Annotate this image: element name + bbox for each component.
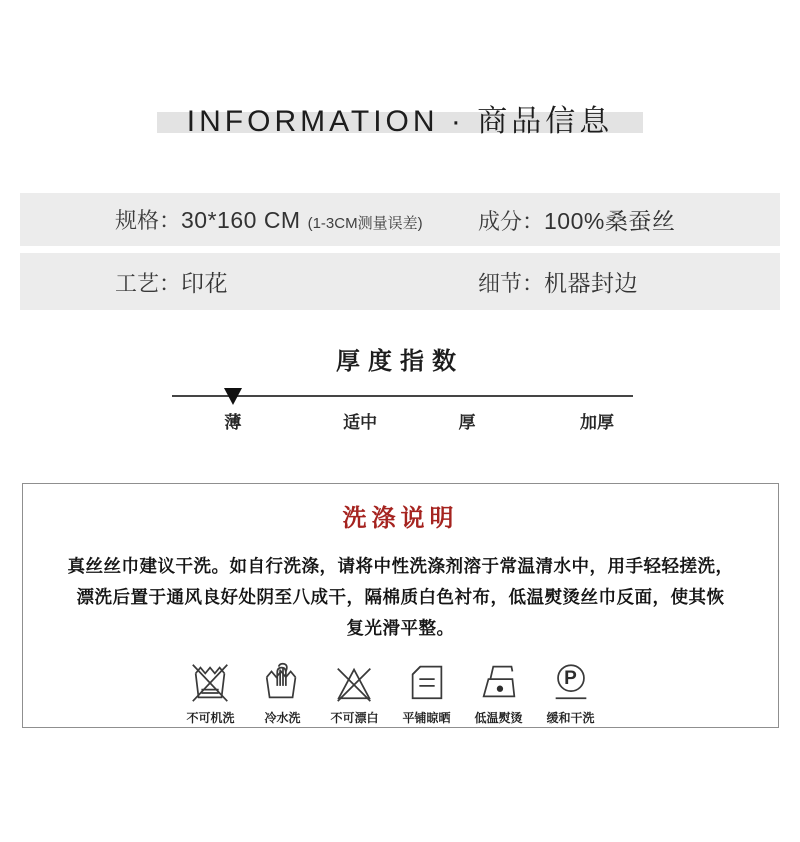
dry-flat-icon xyxy=(404,659,450,705)
care-icon-label: 低温熨烫 xyxy=(474,711,523,725)
care-icon-dry-flat xyxy=(395,659,459,726)
washing-text-line: 真丝丝巾建议干洗。如自行洗涤，请将中性洗涤剂溶于常温清水中，用手轻轻搓洗， xyxy=(67,556,734,576)
no-machine-wash-icon xyxy=(188,659,234,705)
thickness-title: 厚度指数 xyxy=(336,348,464,375)
spec-value: 30*160 CM xyxy=(181,207,301,233)
spec-value: 印花 xyxy=(181,270,229,296)
spec-cell-detail xyxy=(478,265,638,298)
washing-text-line: 复光滑平整。 xyxy=(346,618,455,638)
spec-label: 规格： xyxy=(115,208,182,233)
table-row xyxy=(20,193,780,246)
page-title-text: INFORMATION · 商品信息 xyxy=(186,105,614,138)
header xyxy=(0,0,800,145)
scale-label-thick: 厚 xyxy=(458,413,476,432)
care-icon-no-bleach xyxy=(323,659,387,726)
scale-label-thin: 薄 xyxy=(224,413,242,432)
thickness-scale xyxy=(172,378,633,440)
spec-cell-material xyxy=(478,203,675,236)
spec-label: 成分： xyxy=(478,209,545,234)
spec-label: 工艺： xyxy=(115,271,182,296)
thickness-section xyxy=(0,346,800,440)
cold-water-wash-icon xyxy=(260,659,306,705)
spec-cell-size xyxy=(20,204,478,235)
care-icons-row xyxy=(23,659,778,726)
spec-label: 细节： xyxy=(478,271,545,296)
dry-clean-letter: P xyxy=(564,668,577,689)
spec-note: (1-3CM测量误差) xyxy=(307,215,423,232)
care-icon-label: 冷水洗 xyxy=(264,711,301,725)
table-row xyxy=(20,253,780,310)
gentle-dry-clean-icon xyxy=(548,659,594,705)
spec-cell-craft xyxy=(20,265,478,298)
spec-value: 100%桑蚕丝 xyxy=(544,208,676,234)
washing-text xyxy=(23,551,778,644)
no-bleach-icon xyxy=(332,659,378,705)
care-icon-low-temp-iron xyxy=(467,659,531,726)
care-icon-no-machine-wash xyxy=(179,659,243,726)
washing-text-line: 漂洗后置于通风良好处阴至八成干，隔棉质白色衬布，低温熨烫丝巾反面，使其恢 xyxy=(76,587,725,607)
scale-marker-triangle-icon xyxy=(224,388,242,405)
low-temp-iron-icon xyxy=(476,659,522,705)
care-icon-cold-water-wash xyxy=(251,659,315,726)
spec-table xyxy=(20,193,780,310)
care-icon-label: 平铺晾晒 xyxy=(402,711,451,725)
washing-title: 洗涤说明 xyxy=(342,505,459,532)
spec-value: 机器封边 xyxy=(544,270,639,296)
washing-instructions-box xyxy=(22,483,779,728)
care-icon-gentle-dry-clean xyxy=(539,659,603,726)
care-icon-label: 缓和干洗 xyxy=(546,711,595,725)
care-icon-label: 不可漂白 xyxy=(330,711,379,725)
scale-label-extra-thick: 加厚 xyxy=(580,413,615,432)
care-icon-label: 不可机洗 xyxy=(186,711,235,725)
scale-label-medium: 适中 xyxy=(343,413,378,432)
page-title xyxy=(187,98,613,145)
